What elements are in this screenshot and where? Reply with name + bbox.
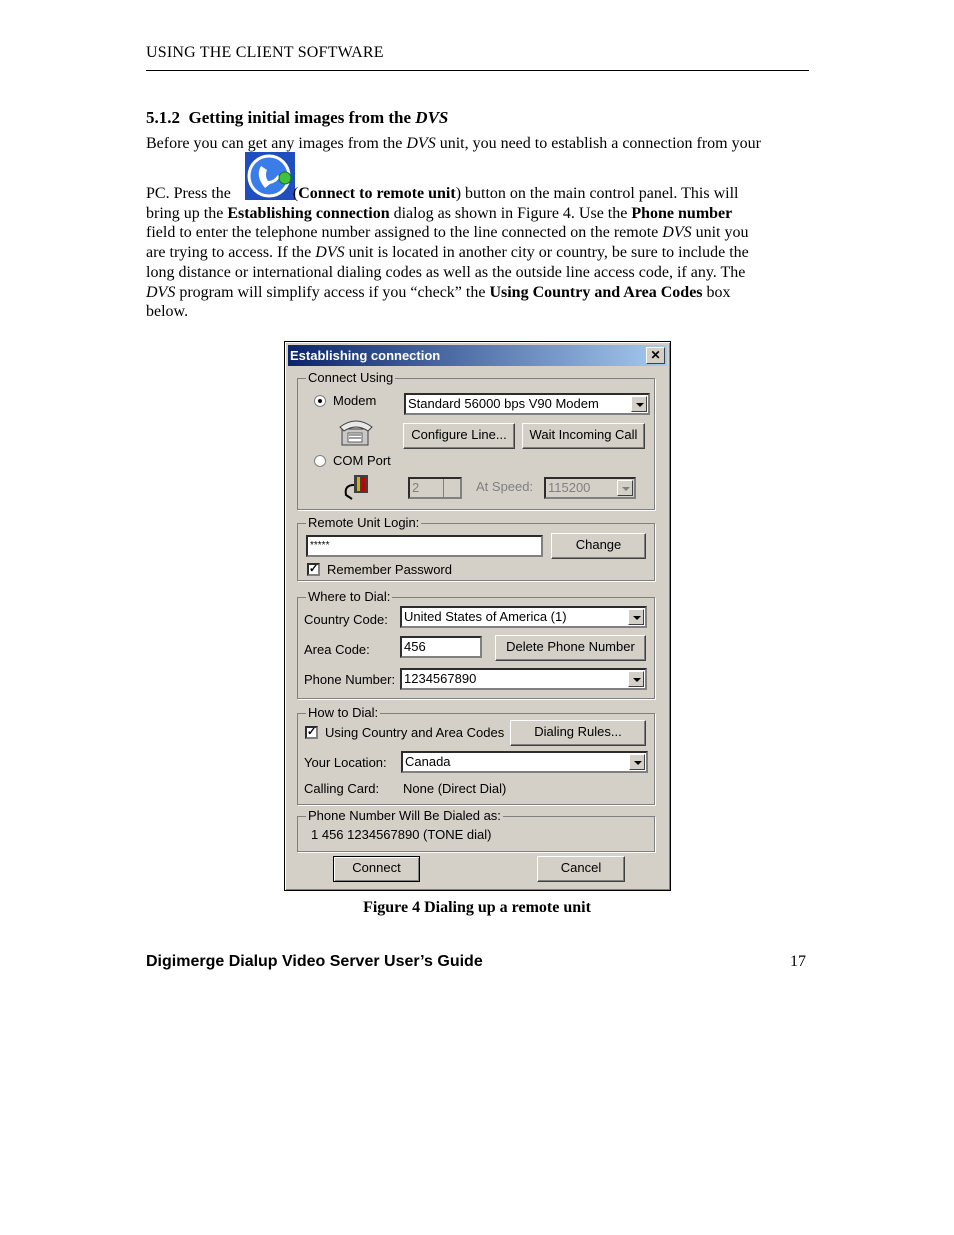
cancel-button[interactable]: Cancel: [537, 856, 625, 882]
remember-password-checkbox[interactable]: ✓: [309, 563, 319, 575]
password-field[interactable]: *****: [306, 535, 543, 557]
establishing-connection-dialog: [284, 341, 671, 891]
chevron-down-icon[interactable]: [617, 480, 633, 496]
connect-button[interactable]: Connect: [333, 856, 420, 882]
dialed-as-value: 1 456 1234567890 (TONE dial): [311, 827, 492, 842]
remote-login-group: [297, 515, 655, 581]
figure-caption: Figure 4 Dialing up a remote unit: [363, 899, 591, 916]
paragraph-line-3: bring up the Establishing connection dialog as shown in Figure 4. Use the Phone number: [146, 205, 733, 222]
section-number: 5.1.2: [146, 108, 180, 127]
how-to-dial-group: [297, 705, 655, 805]
chevron-down-icon[interactable]: [629, 754, 645, 770]
section-title: Getting initial images from the: [188, 108, 412, 127]
paragraph-line-5: are trying to access. If the DVS unit is located in another city or country, be sure to include the: [146, 244, 749, 261]
modem-select[interactable]: Standard 56000 bps V90 Modem: [404, 393, 650, 415]
remote-login-legend: Remote Unit Login:: [308, 515, 420, 530]
connect-using-group: [297, 370, 655, 510]
com-port-spinner[interactable]: 2: [408, 477, 462, 499]
serial-cable-icon: [340, 473, 374, 501]
paragraph-line-6: long distance or international dialing codes as well as the outside line access code, if any. The: [146, 264, 746, 281]
com-port-radio[interactable]: [314, 455, 326, 467]
chevron-down-icon[interactable]: [628, 609, 644, 625]
use-country-area-codes-checkbox[interactable]: ✓: [307, 726, 317, 738]
area-code-input[interactable]: 456: [400, 636, 482, 658]
where-to-dial-group: [297, 589, 655, 699]
use-country-area-codes-label: Using Country and Area Codes: [325, 725, 505, 740]
paragraph-line-4: field to enter the telephone number assigned to the line connected on the remote DVS unit you: [146, 224, 749, 241]
speed-select[interactable]: 115200: [544, 477, 636, 499]
running-header: USING THE CLIENT SOFTWARE: [146, 44, 384, 61]
section-heading: [146, 108, 448, 128]
modem-label: Modem: [333, 393, 377, 408]
dialed-as-group: [297, 808, 655, 852]
country-code-label: Country Code:: [304, 612, 388, 627]
paragraph-line-7: DVS program will simplify access if you “check” the Using Country and Area Codes box: [146, 284, 731, 301]
your-location-label: Your Location:: [304, 755, 387, 770]
modem-radio[interactable]: [314, 395, 326, 407]
remember-password-label: Remember Password: [327, 562, 452, 577]
calling-card-label: Calling Card:: [304, 781, 380, 796]
header-rule: [146, 70, 809, 71]
connect-using-legend: Connect Using: [308, 370, 394, 385]
footer-title: Digimerge Dialup Video Server User’s Guide: [146, 953, 483, 970]
delete-phone-number-button[interactable]: Delete Phone Number: [495, 635, 646, 661]
wait-incoming-call-button[interactable]: Wait Incoming Call: [522, 423, 645, 449]
paragraph-line-1: Before you can get any images from the DVS unit, you need to establish a connection from your: [146, 135, 761, 152]
dialing-rules-button[interactable]: Dialing Rules...: [510, 720, 646, 746]
page-number: 17: [790, 953, 806, 970]
area-code-label: Area Code:: [304, 642, 370, 657]
phone-number-input[interactable]: 1234567890: [400, 668, 647, 690]
dialed-as-legend: Phone Number Will Be Dialed as:: [308, 808, 501, 823]
how-to-dial-legend: How to Dial:: [308, 705, 379, 720]
close-button[interactable]: ✕: [646, 347, 665, 364]
paragraph-line-8: below.: [146, 303, 189, 320]
com-port-label: COM Port: [333, 453, 391, 468]
chevron-down-icon[interactable]: [628, 671, 644, 687]
paragraph-line-2: PC. Press the (Connect to remote unit) button on the main control panel. This will: [146, 185, 739, 202]
phone-number-label: Phone Number:: [304, 672, 396, 687]
at-speed-label: At Speed:: [476, 479, 534, 494]
spinner-arrows-icon[interactable]: [443, 479, 460, 497]
dialog-title: Establishing connection: [290, 348, 441, 363]
section-title-italic: DVS: [415, 108, 449, 127]
where-to-dial-legend: Where to Dial:: [308, 589, 391, 604]
dialog-titlebar: [288, 345, 667, 366]
chevron-down-icon[interactable]: [631, 396, 647, 412]
change-button[interactable]: Change: [551, 533, 646, 559]
your-location-select[interactable]: Canada: [401, 751, 648, 773]
country-code-select[interactable]: United States of America (1): [400, 606, 647, 628]
telephone-icon: [336, 415, 376, 449]
configure-line-button[interactable]: Configure Line...: [403, 423, 515, 449]
calling-card-value: None (Direct Dial): [403, 781, 507, 796]
